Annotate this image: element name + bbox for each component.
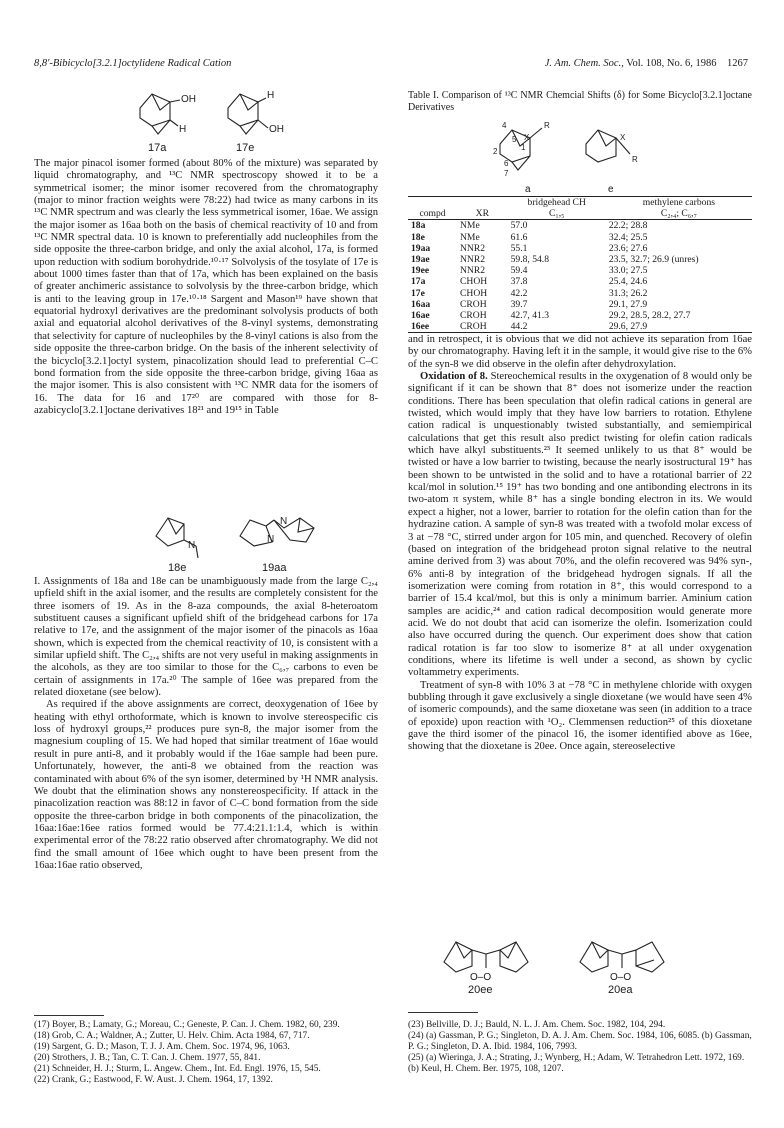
journal-citation: J. Am. Chem. Soc., Vol. 108, No. 6, 1986 1267 [544, 58, 748, 69]
table-cell: 29.2, 28.5, 28.2, 27.7 [608, 310, 691, 322]
nmr-table-wrap [408, 196, 752, 333]
table-cell: 19aa [411, 242, 431, 254]
svg-text:R: R [544, 121, 550, 130]
reference: (24) (a) Gassman, P. G.; Singleton, D. A. J. Am. Chem. Soc. 1984, 106, 6085. (b) Gassman, P. G.; Singleton, D. A. Ibid. 1984, 106, 7993. [408, 1031, 752, 1052]
table-row [408, 310, 752, 321]
table-cell: 18e [411, 231, 425, 243]
svg-text:7: 7 [504, 169, 509, 178]
svg-text:OH: OH [269, 124, 284, 135]
nmr-table [408, 196, 752, 333]
table-cell: 31.3; 26.2 [608, 287, 648, 299]
table-header [408, 197, 457, 209]
label-e: e [608, 184, 614, 195]
svg-text:X: X [620, 133, 626, 142]
label-19aa: 19aa [262, 562, 287, 574]
svg-text:H: H [179, 124, 187, 135]
table-subheader: C₁,₅ [508, 208, 606, 220]
journal-name: J. Am. Chem. Soc. [544, 58, 622, 69]
paragraph: I. Assignments of 18a and 18e can be unambiguously made from the large C₂,₄ upfield shift in the axial isomer, and the results are completely consistent for the three isomers of 19. As in the 8-aza compounds, the axial 8-heteroatom substituent causes a significant upfield shift of the bridgehead carbons for 17a relative to 17e, and the assignment of the major isomer of the pinacols as 16aa shown, which is expected from the chemical reactivity of 10, is consistent with a similar upfield shift. The C₂,₄ shifts are not very useful in making assignments in the alcohols, as they are too similar to those for the C₆,₇ carbons to even be certain of assignments in 17a.²⁰ The sample of 16ee was prepared from the related dioxetane (see below). [34, 576, 378, 699]
svg-text:N: N [188, 540, 196, 551]
label-a: a [525, 184, 531, 195]
table-cell: CROH [460, 298, 487, 310]
svg-text:1: 1 [521, 143, 526, 152]
reference: (17) Boyer, B.; Lamaty, G.; Moreau, C.; Geneste, P. Can. J. Chem. 1982, 60, 239. [34, 1020, 340, 1030]
table-cell: 16aa [411, 298, 431, 310]
table-cell: 42.2 [510, 287, 528, 299]
running-title: 8,8'-Bibicyclo[3.2.1]octylidene Radical Cation [34, 58, 232, 69]
journal-volume: Vol. 108, No. 6, 1986 [626, 58, 717, 69]
reference: (22) Crank, G.; Eastwood, F. W. Aust. J. Chem. 1964, 17, 1392. [34, 1075, 273, 1085]
table-cell: 33.0; 27.5 [608, 265, 648, 277]
svg-text:OH: OH [181, 94, 196, 105]
table-row [408, 288, 752, 299]
table-header: XR [457, 208, 508, 220]
table-cell: 59.8, 54.8 [510, 254, 549, 266]
structure-18e-19aa [150, 506, 330, 564]
svg-text:H: H [267, 90, 275, 101]
reference: (18) Grob, C. A.; Waldner, A.; Zutter, U. Helv. Chim. Acta 1984, 67, 717. [34, 1031, 310, 1041]
table-cell: 18a [411, 220, 426, 232]
table-cell: CHOH [460, 276, 488, 288]
table-header: compd [408, 208, 457, 220]
table-cell: NNR2 [460, 242, 486, 254]
page-number: 1267 [727, 58, 748, 69]
label-18e: 18e [168, 562, 187, 574]
svg-text:X: X [524, 133, 530, 142]
table-cell: NNR2 [460, 254, 486, 266]
table-cell: 23.6; 27.6 [608, 242, 648, 254]
label-17e: 17e [236, 142, 255, 154]
table-cell: 29.6, 27.9 [606, 321, 752, 333]
left-column-text-2 [34, 576, 378, 872]
table-cell: NMe [460, 231, 480, 243]
table-cell: 57.0 [510, 220, 528, 232]
table-cell: CROH [460, 310, 487, 322]
table-header [457, 197, 508, 209]
table-row [408, 220, 752, 232]
table-header: methylene carbons [606, 197, 752, 209]
table-cell: 17e [411, 287, 425, 299]
left-column-text-1 [34, 158, 378, 417]
svg-text:N: N [280, 516, 288, 527]
right-column-text [408, 334, 752, 754]
table-header: bridgehead CH [508, 197, 606, 209]
section-head: Oxidation of 8. [420, 371, 488, 383]
footnotes-left [34, 1020, 378, 1086]
table-row [408, 265, 752, 276]
label-20ea: 20ea [608, 984, 633, 996]
table-block [408, 90, 752, 114]
table-cell: NMe [460, 220, 480, 232]
paragraph: Treatment of syn-8 with 10% 3 at −78 °C in methylene chloride with oxygen bubbling through it gave exclusively a single dioxetane (we would have seen 4% of isomeric compounds), and the same dioxetane was seen (in addition to a trace of epoxide) upon reaction with ¹O₂. Clemmensen reduction²⁵ of this dioxetane gave the third isomer of the pinacol 16, the isomer identified above as 16ee, showing that the dioxetane is 20ee. Once again, stereoselective [408, 679, 752, 753]
table-caption: Table I. Comparison of ¹³C NMR Chemcial Shifts (δ) for Some Bicyclo[3.2.1]octane Derivatives [408, 90, 752, 113]
table-cell: 55.1 [510, 242, 528, 254]
reference: (23) Bellville, D. J.; Bauld, N. L. J. Am. Chem. Soc. 1982, 104, 294. [408, 1020, 666, 1030]
table-cell: 32.4; 25.5 [608, 231, 648, 243]
svg-text:2: 2 [493, 147, 498, 156]
table-cell: 42.7, 41.3 [510, 310, 549, 322]
table-cell: 44.2 [508, 321, 606, 333]
table-cell: 25.4, 24.6 [608, 276, 648, 288]
table-cell: NNR2 [460, 265, 486, 277]
table-row [408, 232, 752, 243]
paragraph: The major pinacol isomer formed (about 80% of the mixture) was separated by liquid chromatography, and ¹³C NMR spectroscopy showed it to be a symmetrical isomer; the minor isomer recovered from the chromatography (major to minor fraction weights were 78:22) had twice as many carbons in its ¹³C NMR spectrum and was clearly the less symmetrical isomer, 16ae. We assign the major isomer as 16aa both on the basis of chemical reactivity of 10 and from ¹³C NMR spectral data. 10 is known to preferentially add nucleophiles from the side opposite the three-carbon bridge, and only the axial alcohol, 17a, is formed upon reduction with sodium borohydride.¹⁰·¹⁷ Solvolysis of the tosylate of 17e is about 1000 times faster than that of 17a, which has been explained on the basis of greater anchimeric assistance to solvolysis by the three-carbon bridge, which is anti to the leaving group in 17e.¹⁰·¹⁸ Sargent and Mason¹⁹ have shown that equatorial hydroxyl derivatives are the predominant solvolysis products of both axial and equatorial alcohol derivatives of the 8-vinyl systems, demonstrating that selectivity for capture of nucleophiles by the 8-vinyl cations is also from the side opposite the three-carbon bridge. On the basis of the inherent selectivity of the bicyclo[3.2.1]octyl system, pinacolization should lead to preferential C–C bond formation from the side opposite the three-carbon bridge, giving 16aa as the major isomer. This is also consistent with ¹³C NMR data for the isomers of 16. The data for 16 and 17²⁰ are compared with those for 8-azabicyclo[3.2.1]octane derivatives 18²¹ and 19¹⁵ in Table [34, 158, 378, 416]
label-20ee: 20ee [468, 984, 493, 996]
table-cell: 16ae [411, 310, 430, 322]
footnotes-right [408, 1020, 752, 1075]
svg-text:4: 4 [502, 121, 507, 130]
table-row [408, 254, 752, 265]
label-17a: 17a [148, 142, 167, 154]
reference: (21) Schneider, H. J.; Sturm, L. Angew. Chem., Int. Ed. Engl. 1976, 15, 545. [34, 1064, 321, 1074]
table-cell: 61.6 [510, 231, 528, 243]
svg-text:N: N [267, 534, 275, 545]
table-row [408, 299, 752, 310]
paragraph: and in retrospect, it is obvious that we did not achieve its separation from 16ae by our chromatography. Having left it in the sample, it would give rise to the 6% of the syn-8 we did observe in the olefin after dehydroxylation. [408, 334, 752, 370]
table-structures [490, 118, 670, 188]
table-cell: 37.8 [510, 276, 528, 288]
table-cell: 19ee [411, 265, 430, 277]
svg-text:5: 5 [512, 135, 517, 144]
table-cell: 22.2; 28.8 [608, 220, 648, 232]
table-cell: 29.1, 27.9 [608, 298, 648, 310]
paragraph: Oxidation of 8. Stereochemical results in the oxygenation of 8 would only be significant if it can be shown that 8⁺ does not isomerize under the reaction conditions. There has been speculation that olefin radical cations in general are twisted, which would imply that they have low barriers to rotation. Ethylene cation radical is unquestionably twisted substantially, and semiempirical calculations that get this result also predict twisting for olefin cation radicals which have alkyl substituents.²³ It seemed unlikely to us that 8⁺ would be twisted or have a low barrier to twisting, because the nearly isostructural 19⁺ has been shown to be untwisted in the solid and to have a rotational barrier of 22 kcal/mol in solution.¹⁵ 19⁺ has two bonding and one antibonding electrons in its two-atom π system, while 8⁺ has a single bonding electron in its. We would expect a higher, not a lower, barrier to rotation for the olefin cation than for the hydrazine cation. A sample of syn-8 was treated with a twofold molar excess of 3 at −78 °C, stirred under argon for 105 min, and quenched. Recovery of olefin (based on integration of the bridgehead proton signal relative to the neutral amine derived from 3) was about 70%, and the olefin recovered was 94% syn-, 6% anti-8 by integration of the bridgehead hydrogen signals. If all the isomerization were coming from rotation in 8⁺, this would correspond to a barrier of 15.4 kcal/mol, but this is only a minimum barrier. Aminium cation samples are acidic,²⁴ and cation radical decomposition would generate more acid. We do not doubt that acid can isomerize the olefin. Isomerization could also have occurred during the quench. Our experiment does show that cation radical rotation is far too slow to isomerize 8⁺ at all under oxygenation conditions, where its lifetime is well under a second, as shown by cyclic voltammetry experiments. [408, 371, 752, 679]
table-cell: 16ee [408, 321, 457, 333]
reference: (20) Strothers, J. B.; Tan, C. T. Can. J. Chem. 1977, 55, 841. [34, 1053, 261, 1063]
reference: (19) Sargent, G. D.; Mason, T. J. J. Am. Chem. Soc. 1974, 96, 1063. [34, 1042, 290, 1052]
table-cell: 19ae [411, 254, 430, 266]
svg-text:6: 6 [504, 159, 509, 168]
paragraph: As required if the above assignments are correct, deoxygenation of 16ee by heating with ethyl orthoformate, which is known to involve stereospecific cis loss of hydroxyl groups,²² produces pure syn-8, the major isomer from the magnesium coupling of 15. We had hoped that similar treatment of 16ae would result in pure anti-8, and it probably would if the 16ae sample had been pure. Unfortunately, however, the anti-8 we obtained from the reaction was contaminated with about 6% of the syn isomer, determined by ¹H NMR analysis. We doubt that the elimination shows any nonstereospecificity. If attack in the pinacolization reaction was 88:12 in favor of C–C bond formation from the side opposite the three-carbon bridge in both components of the pinacolization, the 16aa:16ae:16ee ratios formed would be 77.4:21.1:1.4, which is within experimental error of the 78:22 ratio observed after chromatography. We did not find the small amount of 16ee which ought to have been present from the 16aa:16ae ratio observed, [34, 699, 378, 871]
table-cell: 23.5, 32.7; 26.9 (unres) [608, 254, 699, 266]
table-row [408, 243, 752, 254]
footnote-rule [34, 1015, 104, 1016]
reference: (25) (a) Wieringa, J. A.; Strating, J.; Wynberg, H.; Adam, W. Tetrahedron Lett. 1972, 169. (b) Keul, H. Chem. Ber. 1975, 108, 1207. [408, 1053, 745, 1074]
label-oo: O–O [470, 972, 492, 983]
table-row [408, 321, 752, 333]
svg-text:R: R [632, 155, 638, 164]
table-cell: 39.7 [510, 298, 528, 310]
table-cell: CROH [457, 321, 508, 333]
table-cell: 17a [411, 276, 426, 288]
table-cell: 59.4 [510, 265, 528, 277]
table-row [408, 276, 752, 287]
table-subheader: C₂,₄; C₆,₇ [606, 208, 752, 220]
table-cell: CHOH [460, 287, 488, 299]
label-oo: O–O [610, 972, 632, 983]
footnote-rule [408, 1012, 478, 1013]
